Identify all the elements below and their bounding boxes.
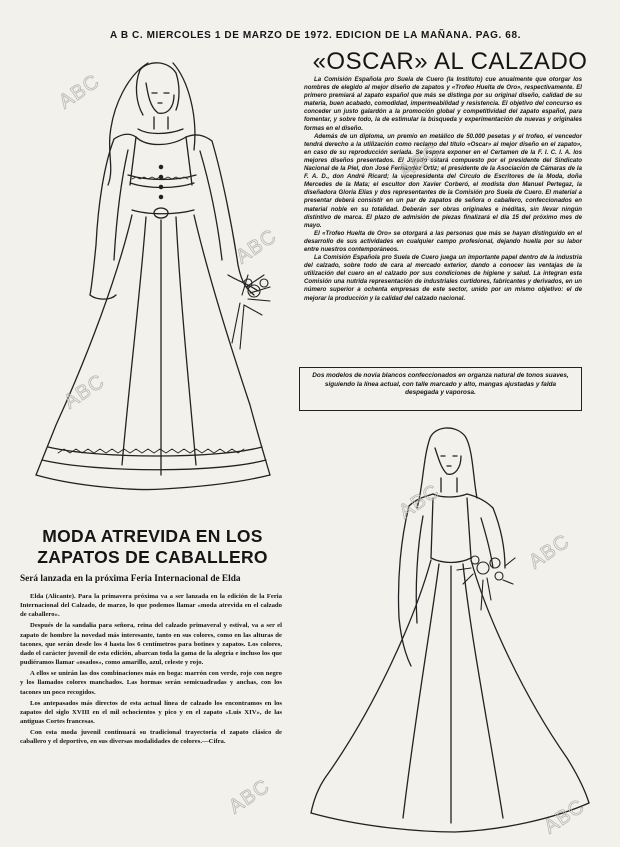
oscar-paragraph: La Comisión Española pro Suela de Cuero (la Instituto) cue anualmente que otorgar los nombres de elegido al mejor diseño de zapatos y «Trofeo Huelta de Oro», respectivamente. El primero premiará al zapato español que más se distinga por su original diseño, calidad de su materia, buen acabado, comodidad, impermeabilidad y resistencia. El objetivo del concurso es conceder un justo galardón a la promoción global y competitividad del zapato español, para fomentar, y sobre todo, la de estimular la búsqueda y experimentación de nuevas y originales formas en el diseño. — [304, 76, 582, 132]
abc-watermark: ABC — [232, 225, 281, 269]
abc-watermark: ABC — [395, 480, 444, 524]
moda-title-line: ZAPATOS DE CABALLERO — [37, 547, 268, 567]
oscar-paragraph: La Comisión Española pro Suela de Cuero juega un importante papel dentro de la industria del calzado, sobre todo de cara al mercado exterior, dando a conocer las ventajas de la utilización del cuero en el calzado por sus condiciones de higiene y salud. La integran esta Comisión una nutrida representación de industriales curtidores, fabricantes y derivados, en un número superior a ochenta empresas de este sector, unido por un mismo objetivo: el de mejorar la producción y la calidad del calzado nacional. — [304, 254, 582, 302]
moda-article-title — [20, 526, 285, 568]
abc-watermark: ABC — [55, 70, 104, 114]
oscar-article-title: «OSCAR» AL CALZADO — [312, 48, 588, 75]
oscar-paragraph: Además de un diploma, un premio en metálico de 50.000 pesetas y el trofeo, el vencedor tendrá derecho a la utilización como reclamo del título «Oscar» al mejor diseño en el zapato», en caso de su reproducción seriada. Se espera exponer en el Certamen de la F. I. C. I. A. los mejores diseños presentados. El Jurado estará compuesto por el presidente del Sindicato Nacional de la Piel, don José Fernández Ortiz; el presidente de la Asociación de Cámaras de la F. A. D., don André Ricard; la vicepresidenta del Círculo de Escritores de la Moda, doña Mercedes de la Mata; el escultor don Xavier Corberó, el modista don Manuel Pertegaz, la diseñadora Gloria Elías y dos representantes de la Comisión pro Suela de Cuero. El material a presentar deberá consistir en un par de zapatos de señora o caballero, confeccionados en material noble en su totalidad. Deberán ser obras originales e inéditas, sin llevar ningún distintivo de marca. El plazo de admisión de piezas finalizará el día 15 del próximo mes de mayo. — [304, 132, 582, 229]
moda-paragraph: Con esta moda juvenil continuará su tradicional trayectoria el zapato clásico de caballero y el deportivo, en sus diversas modalidades de colores.—Cifra. — [20, 729, 282, 746]
moda-article-body — [20, 592, 282, 749]
illustration-caption: Dos modelos de novia blancos confeccionados en organza natural de tonos suaves, siguiendo la línea actual, con talle marcado y alto, mangas ajustadas y falda despegada y vaporosa. — [299, 367, 582, 411]
oscar-paragraph: El «Trofeo Huelta de Oro» se otorgará a las personas que más se hayan distinguido en el desarrollo de sus actividades en cualquier campo profesional, dejando huella por su labor entre nuestros contemporáneos. — [304, 229, 582, 253]
moda-title-line: MODA ATREVIDA EN LOS — [42, 526, 263, 546]
moda-paragraph: A ellos se unirán las dos combinaciones más en boga: marrón con verde, rojo con negro y los llamados colores manchados. Las hormas serán semicuadradas y anchas, con los tacones un poco recogidos. — [20, 670, 282, 696]
abc-watermark: ABC — [395, 140, 444, 184]
moda-paragraph: Los antepasados más directos de esta actual línea de calzado los encontramos en los zapatos del siglo XVIII en el mil ochocientos y pico y en el zapato «Luis XIV», de las antiguas Cortes francesas. — [20, 699, 282, 726]
bride-illustration-left — [18, 55, 293, 510]
moda-paragraph: Elda (Alicante). Para la primavera próxima va a ser lanzada en la edición de la Feria Internacional del Calzado, de marzo, lo que podemos llamar «moda atrevida en el calzado de caballero». — [20, 593, 282, 619]
oscar-article-body — [304, 76, 582, 303]
abc-watermark: ABC — [525, 530, 574, 574]
page-header: A B C. MIERCOLES 1 DE MARZO DE 1972. EDICION DE LA MAÑANA. PAG. 68. — [110, 30, 521, 41]
moda-article-subtitle: Será lanzada en la próxima Feria Internacional de Elda — [20, 574, 241, 584]
abc-watermark: ABC — [540, 795, 589, 839]
moda-paragraph: Después de la sandalia para señora, reina del calzado primaveral y estival, va a ser el zapato de hombre la novedad más interesante, tanto en sus colores, como en las alturas de tacones, que serán desde los 4 hasta los 6 centímetros para botines y zapatos. Los colores, dado el carácter juvenil de esta edición, abarcan toda la gama de la alegría e incluso los que pudiéramos llamar «osados», como amarillo, azul, celeste y rojo. — [20, 622, 282, 667]
abc-watermark: ABC — [225, 775, 274, 819]
abc-watermark: ABC — [60, 370, 109, 414]
